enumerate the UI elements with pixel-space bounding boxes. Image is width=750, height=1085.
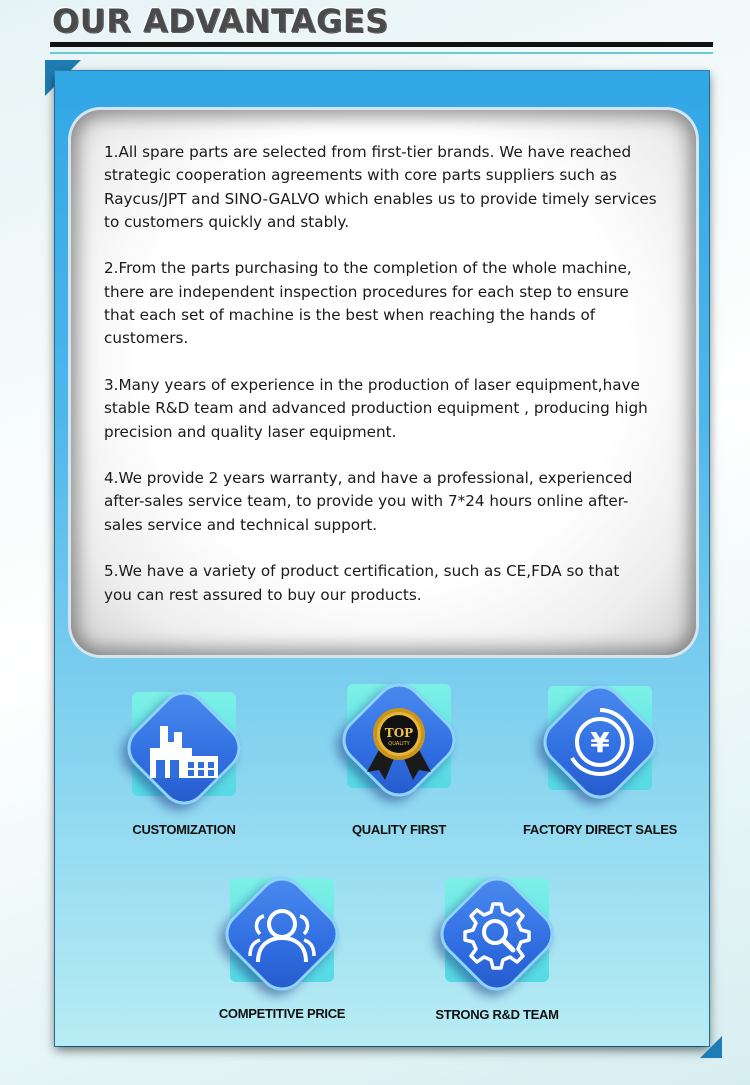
feature-quality-first — [329, 670, 509, 870]
title-underline-accent — [50, 52, 713, 54]
top-quality-medal-icon — [359, 700, 439, 780]
feature-label: FACTORY DIRECT SALES — [522, 822, 678, 837]
users-icon — [242, 894, 322, 974]
advantages-text-card — [71, 110, 696, 655]
feature-label: QUALITY FIRST — [351, 822, 447, 837]
feature-customization — [114, 678, 294, 878]
medal-quality-text: QUALITY — [388, 741, 410, 747]
medal-top-text: TOP — [384, 726, 414, 740]
factory-icon — [144, 708, 224, 788]
feature-label: STRONG R&D TEAM — [435, 1007, 559, 1022]
feature-competitive-price — [212, 864, 392, 1064]
advantage-item-5: 5.We have a variety of product certification, such as CE,FDA so that you can rest assured to buy our products. — [104, 562, 620, 604]
gear-search-icon — [457, 894, 537, 974]
advantage-item-4: 4.We provide 2 years warranty, and have a professional, experienced after-sales service team, to provide you with 7*24 hours online after- sales service and technical support. — [104, 469, 633, 534]
page-title: OUR ADVANTAGES — [52, 2, 389, 40]
advantage-item-3: 3.Many years of experience in the production of laser equipment,have stable R&D team and advanced production equipment , producing high precision and quality laser equipment. — [104, 375, 648, 441]
advantages-list — [104, 141, 689, 630]
yen-coin-icon — [560, 702, 640, 782]
title-underline — [50, 42, 713, 47]
feature-factory-direct-sales — [522, 672, 710, 872]
feature-label: COMPETITIVE PRICE — [218, 1006, 346, 1021]
feature-label: CUSTOMIZATION — [132, 822, 236, 837]
yen-symbol: ¥ — [590, 726, 610, 759]
feature-strong-rd-team — [427, 864, 607, 1064]
advantage-item-2: 2.From the parts purchasing to the completion of the whole machine, there are independent inspection procedures for each step to ensure that each set of machine is the best when reaching the hands of customers. — [104, 259, 632, 348]
advantage-item-1: 1.All spare parts are selected from first-tier brands. We have reached strategic cooperation agreements with core parts suppliers such as Raycus/JPT and SINO-GALVO which enables us to provide timely services to customers quickly and stably. — [104, 143, 657, 231]
